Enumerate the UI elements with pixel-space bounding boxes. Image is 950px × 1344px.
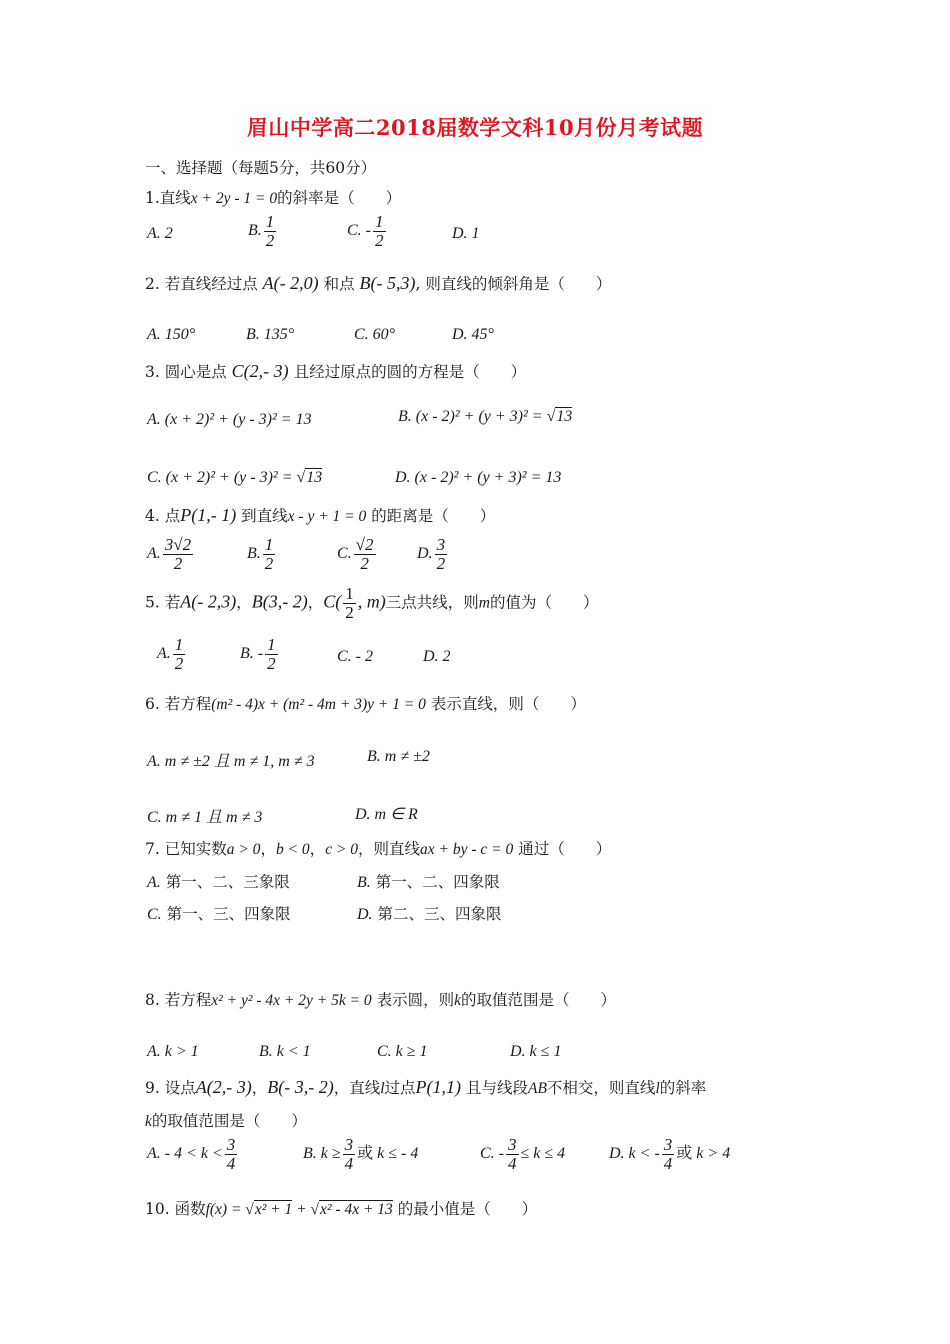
option-b: B. m ≠ ±2: [367, 748, 430, 765]
option-d: D. (x - 2)² + (y + 3)² = 13: [395, 469, 562, 486]
option-a: A. $\frac{1}{2}$: [157, 635, 184, 673]
option-c: C. $\frac{√2}{2}$: [337, 535, 374, 573]
option-a: A. $\frac{3√2}{2}$: [147, 535, 192, 573]
option-c: C. - $\frac{3}{4}$ ≤ k ≤ 4: [480, 1135, 566, 1173]
option-c: C. (x + 2)² + (y - 3)² = √13: [147, 469, 323, 486]
question-10: 10. 函数f(x) = √x² + 1 + √x² - 4x + 13 的最小值是（ ）: [145, 1200, 538, 1218]
option-b: B. k ≥ $\frac{3}{4}$ 或 k ≤ - 4: [303, 1135, 419, 1173]
exam-title: 眉山中学高二2018届数学文科10月份月考试题: [246, 115, 704, 140]
option-a: A. m ≠ ±2 且 m ≠ 1, m ≠ 3: [147, 753, 315, 770]
question-9-continued: k的取值范围是（ ）: [145, 1112, 307, 1130]
line-equation: x + 2y - 1 = 0: [190, 190, 278, 207]
section-heading: 一、选择题（每题5分，共60分）: [145, 159, 377, 177]
question-7: 7. 已知实数a > 0，b < 0，c > 0，则直线ax + by - c = 0 通过（ ）: [145, 840, 612, 858]
question-3: 3. 圆心是点 C(2,- 3) 且经过原点的圆的方程是（ ）: [145, 361, 527, 381]
option-c: C. k ≥ 1: [377, 1043, 428, 1060]
option-d: D. 45°: [452, 326, 494, 343]
option-d: D. $\frac{3}{2}$: [417, 535, 446, 573]
option-b: B. (x - 2)² + (y + 3)² = √13: [398, 408, 573, 425]
option-c: C. - $\frac{1}{2}$: [347, 212, 384, 250]
option-b: B. $\frac{1}{2}$: [247, 535, 274, 573]
option-d: D. k ≤ 1: [510, 1043, 562, 1060]
option-a: A. - 4 < k < $\frac{3}{4}$: [147, 1135, 236, 1173]
option-a: A. 2: [147, 225, 173, 242]
question-1: 1.直线x + 2y - 1 = 0的斜率是（ ）: [145, 189, 402, 207]
option-a: A. 150°: [147, 326, 196, 343]
option-b: B. k < 1: [259, 1043, 311, 1060]
question-8: 8. 若方程x² + y² - 4x + 2y + 5k = 0 表示圆，则k的取值范围是（ ）: [145, 991, 617, 1009]
question-5: 5. 若A(- 2,3)，B(3,- 2)，C( $\frac{1}{2}$ , m)三点共线，则m的值为（ ）: [145, 584, 599, 622]
option-b: B. - $\frac{1}{2}$: [240, 635, 276, 673]
option-d: D. 1: [452, 225, 480, 242]
option-b: B. 第一、二、四象限: [357, 873, 500, 891]
option-c: C. m ≠ 1 且 m ≠ 3: [147, 809, 263, 826]
option-c: C. 60°: [354, 326, 396, 343]
option-a: A. 第一、二、三象限: [147, 873, 290, 891]
option-d: D. 第二、三、四象限: [357, 905, 502, 923]
option-d: D. 2: [423, 648, 451, 665]
option-d: D. m ∈ R: [355, 806, 418, 823]
question-2: 2. 若直线经过点 A(- 2,0) 和点 B(- 5,3), 则直线的倾斜角是（ ）: [145, 273, 612, 293]
option-d: D. k < - $\frac{3}{4}$ 或 k > 4: [609, 1135, 731, 1173]
option-a: A. (x + 2)² + (y - 3)² = 13: [147, 411, 312, 428]
question-4: 4. 点P(1,- 1) 到直线x - y + 1 = 0 的距离是（ ）: [145, 505, 496, 525]
question-9: 9. 设点A(2,- 3)，B(- 3,- 2)，直线l过点P(1,1) 且与线段AB不相交，则直线l的斜率: [145, 1077, 707, 1097]
option-a: A. k > 1: [147, 1043, 199, 1060]
option-c: C. - 2: [337, 648, 373, 665]
question-6: 6. 若方程(m² - 4)x + (m² - 4m + 3)y + 1 = 0 表示直线，则（ ）: [145, 695, 586, 713]
option-c: C. 第一、三、四象限: [147, 905, 291, 923]
option-b: B. $\frac{1}{2}$: [248, 212, 275, 250]
option-b: B. 135°: [246, 326, 295, 343]
